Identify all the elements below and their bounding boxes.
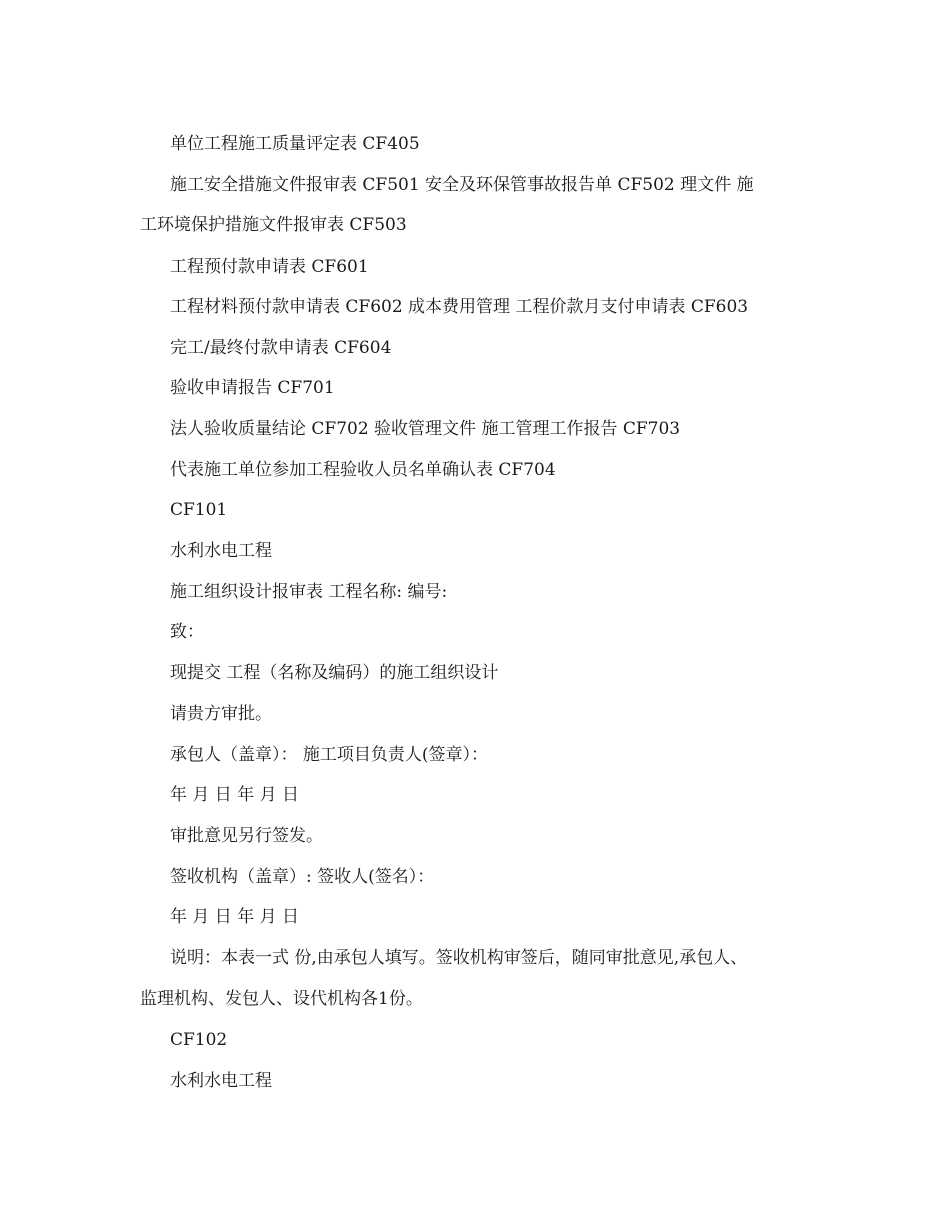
note-line: 说明：本表一式 份,由承包人填写。签收机构审签后，随同审批意见,承包人、 (170, 948, 748, 968)
form-title-line: 施工组织设计报审表 工程名称: 编号: (170, 582, 448, 602)
note-line-continued: 监理机构、发包人、设代机构各1份。 (140, 989, 423, 1009)
receiving-agency-signature-line: 签收机构（盖章）: 签收人(签名）： (170, 867, 435, 887)
contractor-signature-line: 承包人（盖章）： 施工项目负责人(签章）： (170, 745, 489, 765)
date-line: 年 月 日 年 月 日 (170, 907, 300, 927)
project-type-heading: 水利水电工程 (170, 541, 272, 561)
text-line-cf601: 工程预付款申请表 CF601 (170, 257, 369, 277)
addressee-line: 致： (170, 622, 204, 642)
text-line-cf604: 完工/最终付款申请表 CF604 (170, 338, 392, 358)
submission-line: 现提交 工程（名称及编码）的施工组织设计 (170, 663, 499, 683)
approval-request-line: 请贵方审批。 (170, 704, 272, 724)
approval-opinion-line: 审批意见另行签发。 (170, 826, 323, 846)
project-type-heading: 水利水电工程 (170, 1071, 272, 1091)
text-line-cf702-cf703: 法人验收质量结论 CF702 验收管理文件 施工管理工作报告 CF703 (170, 419, 681, 439)
text-line-cf503: 工环境保护措施文件报审表 CF503 (140, 215, 407, 235)
text-line-cf704: 代表施工单位参加工程验收人员名单确认表 CF704 (170, 460, 556, 480)
text-line-cf501-cf502: 施工安全措施文件报审表 CF501 安全及环保管事故报告单 CF502 理文件 施 (170, 175, 754, 195)
form-code-cf102: CF102 (170, 1030, 228, 1050)
form-code-cf101: CF101 (170, 500, 228, 520)
text-line-cf602-cf603: 工程材料预付款申请表 CF602 成本费用管理 工程价款月支付申请表 CF603 (170, 297, 749, 317)
text-line-cf701: 验收申请报告 CF701 (170, 378, 335, 398)
text-line-cf405: 单位工程施工质量评定表 CF405 (170, 134, 420, 154)
date-line: 年 月 日 年 月 日 (170, 785, 300, 805)
